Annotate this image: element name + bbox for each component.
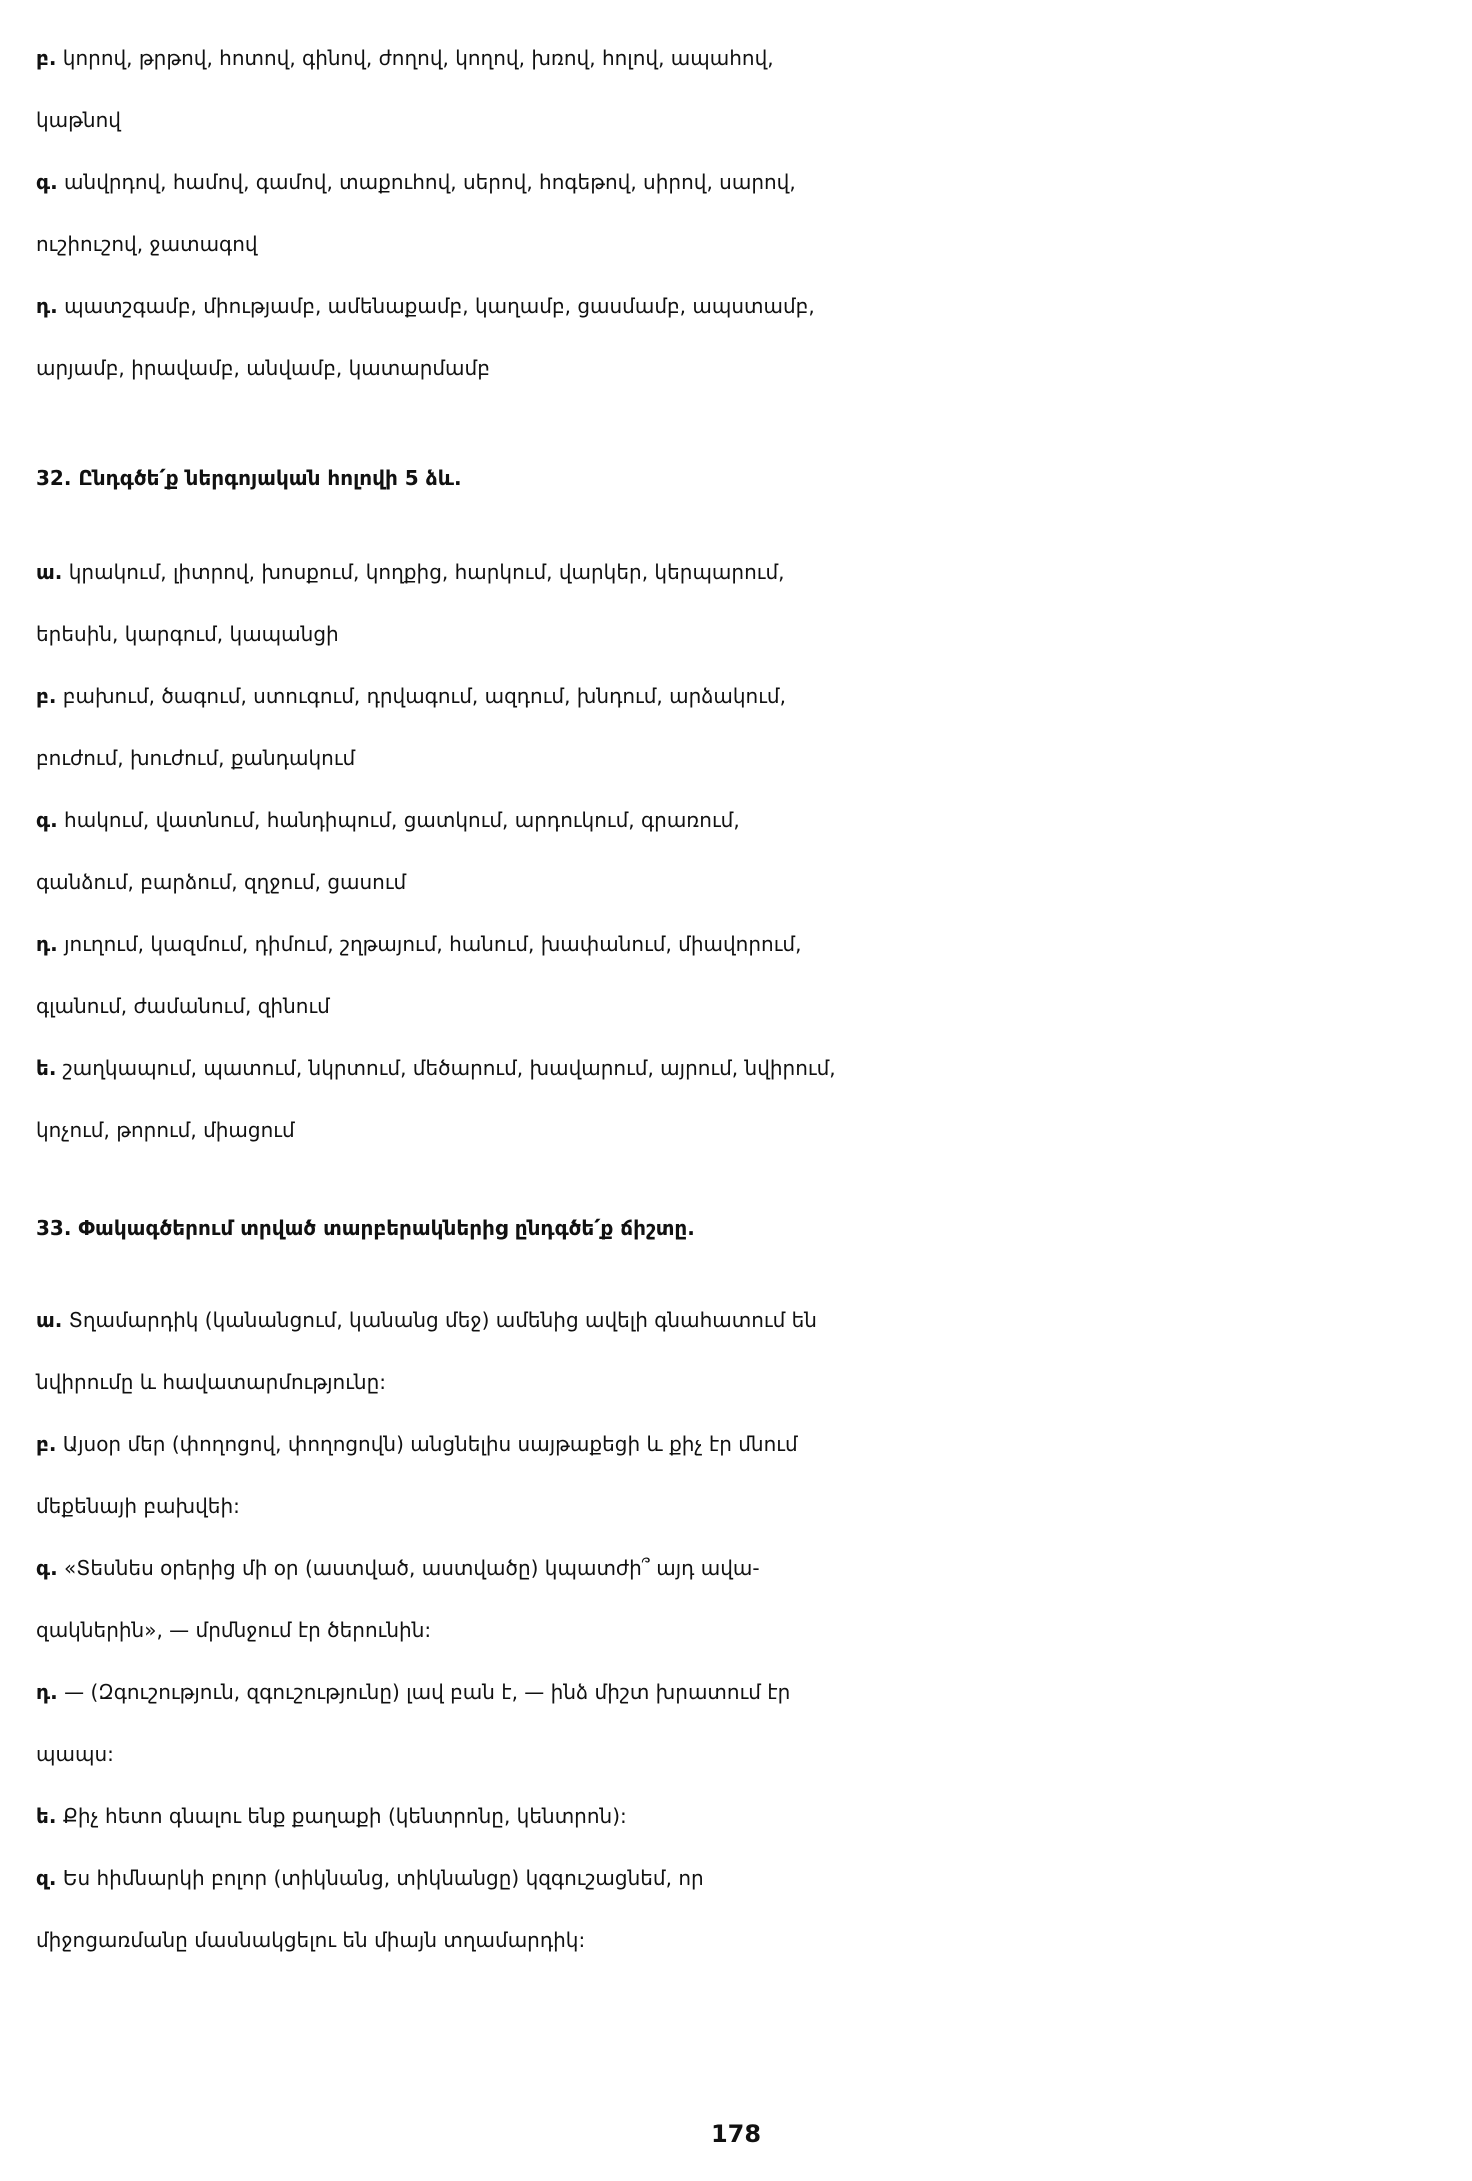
item-letter: գ. (36, 808, 58, 832)
item-letter: գ. (36, 1556, 58, 1580)
item-line (36, 276, 1472, 336)
item-letter: ա. (36, 1308, 63, 1332)
item-text: կրակում, լիտրով, խոսքում, կողքից, հարկում, վարկեր, կերպարում, (68, 560, 785, 584)
item-line (36, 1786, 1472, 1846)
item-text: պատշգամբ, միությամբ, ամենաքամբ, կաղամբ, ցասմամբ, ապստամբ, (64, 294, 815, 318)
item-letter: բ. (36, 1432, 57, 1456)
item-text: կորով, թրթով, հոտով, գինով, ժողով, կողով, խռով, հոլով, ապահով, (62, 46, 774, 70)
item-line (36, 790, 1472, 850)
item-line (36, 1662, 1472, 1722)
item-text: զակներին», — մրմնջում էր ծերունին: (36, 1618, 432, 1642)
item-text: բուժում, խուժում, քանդակում (36, 746, 356, 770)
item-text: գանձում, բարձում, զղջում, ցասում (36, 870, 407, 894)
item-text: յուղում, կազմում, դիմում, շղթայում, հանում, խափանում, միավորում, (64, 932, 802, 956)
item-letter: գ. (36, 170, 58, 194)
item-letter: բ. (36, 46, 57, 70)
item-text: մեքենայի բախվեի: (36, 1494, 240, 1518)
item-text: Քիչ հետո գնալու ենք քաղաքի (կենտրոնը, կենտրոն): (62, 1804, 627, 1828)
item-line (36, 666, 1472, 726)
item-text: բախում, ծագում, ստուգում, դրվագում, ազդում, խնդում, արձակում, (62, 684, 786, 708)
item-text: Ես հիմնարկի բոլոր (տիկնանց, տիկնանցը) կզգուշացնեմ, որ (62, 1866, 704, 1890)
item-letter: դ. (36, 1680, 58, 1704)
item-letter: զ. (36, 1866, 57, 1890)
item-line (36, 1848, 1472, 1908)
item-letter: դ. (36, 294, 58, 318)
item-line (36, 542, 1472, 602)
item-text: կոչում, թորում, միացում (36, 1118, 295, 1142)
item-text: պապս: (36, 1742, 114, 1766)
item-letter: դ. (36, 932, 58, 956)
item-text: — (Զգուշություն, զգուշությունը) լավ բան է, — ինձ միշտ խրատում էր (64, 1680, 791, 1704)
item-line (36, 1538, 1472, 1598)
item-text: երեսին, կարգում, կապանցի (36, 622, 339, 646)
item-text: Տղամարդիկ (կանանցում, կանանց մեջ) ամենից ավելի գնահատում են (68, 1308, 817, 1332)
item-line (36, 1038, 1472, 1098)
item-text: «Տեսնես օրերից մի օր (աստված, աստվածը) կպատժի՞ այդ ավա- (64, 1556, 760, 1580)
item-line (36, 1290, 1472, 1350)
item-text: կաթնով (36, 108, 121, 132)
item-line (36, 914, 1472, 974)
item-text: արյամբ, իրավամբ, անվամբ, կատարմամբ (36, 356, 490, 380)
item-text: նվիրումը և հավատարմությունը: (36, 1370, 387, 1394)
item-text: միջոցառմանը մասնակցելու են միայն տղամարդիկ: (36, 1928, 586, 1952)
item-letter: ե. (36, 1804, 57, 1828)
item-text: գլանում, ժամանում, զինում (36, 994, 330, 1018)
item-line (36, 1414, 1472, 1474)
item-text: շաղկապում, պատում, նկրտում, մեծարում, խավարում, այրում, նվիրում, (62, 1056, 836, 1080)
item-letter: ե. (36, 1056, 57, 1080)
page-number: 178 (710, 2120, 762, 2148)
item-line (36, 152, 1472, 212)
exercise-32-heading: 32. Ընդգծե՛ք ներգոյական հոլովի 5 ձև. (36, 466, 462, 490)
item-letter: բ. (36, 684, 57, 708)
item-text: անվրդով, համով, գամով, տաքուհով, սերով, հոգեթով, սիրով, սարով, (64, 170, 796, 194)
exercise-33-heading: 33. Փակագծերում տրված տարբերակներից ընդգծե՛ք ճիշտը. (36, 1216, 695, 1240)
item-text: Այսօր մեր (փողոցով, փողոցովն) անցնելիս սայթաքեցի և քիչ էր մնում (62, 1432, 798, 1456)
item-letter: ա. (36, 560, 63, 584)
item-text: հակում, վատնում, հանդիպում, ցատկում, արդուկում, գրառում, (64, 808, 740, 832)
item-text: ուշիուշով, ջատագով (36, 232, 258, 256)
item-line (36, 28, 1472, 88)
